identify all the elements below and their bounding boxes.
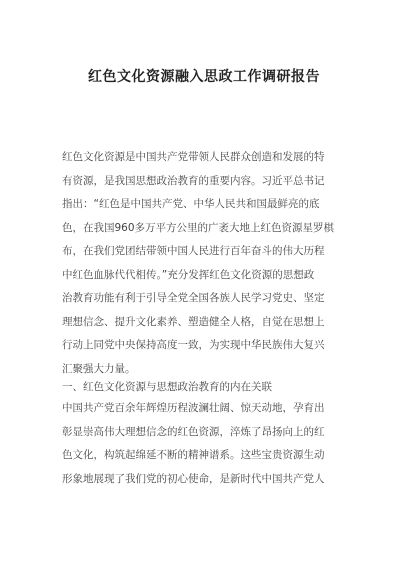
section-paragraph bbox=[62, 397, 346, 491]
paragraph-line: 彰显崇高伟大理想信念的红色资源，淬炼了昂扬向上的红 bbox=[62, 425, 325, 438]
paragraph-line: 指出：“红色是中国共产党、中华人民共和国最鲜亮的底 bbox=[62, 198, 320, 210]
paragraph-line: 理想信念、提升文化素养、塑造健全人格，自觉在思想上 bbox=[62, 315, 325, 328]
section-heading: 一、红色文化资源与思想政治教育的内在关联 bbox=[62, 381, 272, 393]
paragraph-line: 有资源，是我国思想政治教育的重要内容。习近平总书记 bbox=[62, 174, 325, 187]
document-title: 红色文化资源融入思政工作调研报告 bbox=[88, 69, 320, 85]
paragraph-line: 中国共产党百余年辉煌历程波澜壮阔、惊天动地，孕育出 bbox=[62, 402, 325, 414]
paragraph-line: 布，在我们党团结带领中国人民进行百年奋斗的伟大历程 bbox=[62, 245, 325, 257]
paragraph-line: 色文化，构筑起绵延不断的精神谱系。这些宝贵资源生动 bbox=[62, 449, 325, 461]
paragraph-line: 红色文化资源是中国共产党带领人民群众创造和发展的特 bbox=[62, 151, 325, 163]
paragraph-line: 治教育功能有利于引导全党全国各族人民学习党史、坚定 bbox=[62, 292, 325, 304]
paragraph-line: 行动上同党中央保持高度一致，为实现中华民族伟大复兴 bbox=[62, 339, 325, 351]
paragraph-line: 形象地展现了我们党的初心使命，是新时代中国共产党人 bbox=[62, 472, 325, 485]
paragraph-line: 色，在我国960多万平方公里的广袤大地上红色资源星罗棋 bbox=[62, 221, 335, 234]
paragraph-line: 汇聚强大力量。 bbox=[62, 362, 136, 375]
intro-paragraph bbox=[62, 146, 346, 381]
paragraph-line: 中红色血脉代代相传。”充分发挥红色文化资源的思想政 bbox=[62, 268, 315, 281]
